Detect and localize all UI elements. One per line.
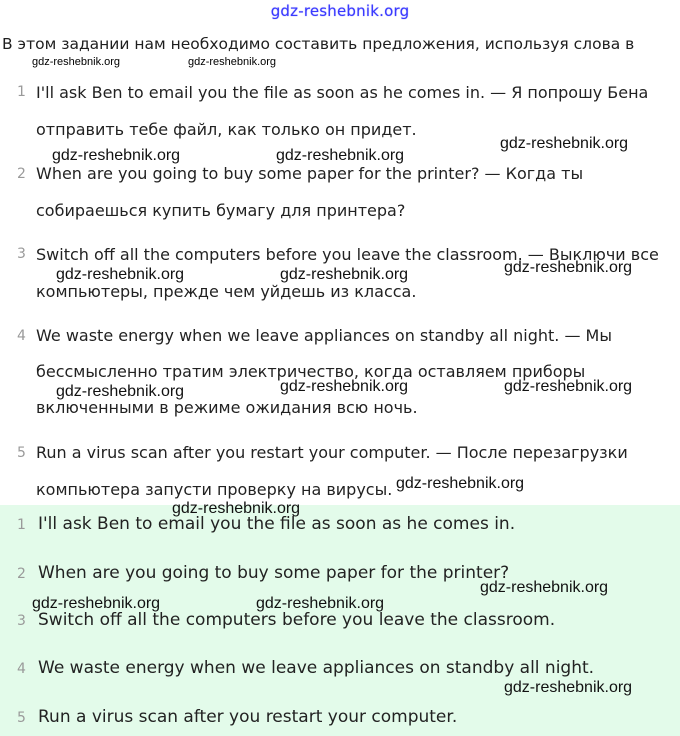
answer-text: Switch off all the computers before you leave the classroom. — [38, 610, 556, 630]
item-number: 4 — [17, 328, 26, 344]
answer-text: When are you going to buy some paper for the printer? — [38, 563, 510, 583]
answer-text: I'll ask Ben to email you the file as soon as he comes in. — [38, 514, 516, 534]
watermark: gdz-reshebnik.org — [56, 383, 185, 400]
watermark: gdz-reshebnik.org — [280, 266, 409, 283]
answer-number: 2 — [17, 566, 26, 582]
item-line: бессмысленно тратим электричество, когда оставляем приборы — [36, 362, 586, 381]
watermark: gdz-reshebnik.org — [172, 500, 301, 517]
watermark: gdz-reshebnik.org — [32, 595, 161, 612]
answer-number: 1 — [17, 517, 26, 533]
item-number: 1 — [17, 84, 26, 100]
answer-text: Run a virus scan after you restart your computer. — [38, 707, 458, 727]
watermark: gdz-reshebnik.org — [52, 147, 181, 164]
watermark: gdz-reshebnik.org — [32, 56, 121, 68]
watermark: gdz-reshebnik.org — [504, 259, 633, 276]
item-line: включенными в режиме ожидания всю ночь. — [36, 398, 418, 417]
watermark: gdz-reshebnik.org — [504, 679, 633, 696]
watermark: gdz-reshebnik.org — [396, 475, 525, 492]
watermark: gdz-reshebnik.org — [480, 579, 609, 596]
item-line: We waste energy when we leave appliances on standby all night. — Мы — [36, 326, 612, 345]
item-line: собираешься купить бумагу для принтера? — [36, 201, 406, 220]
site-header-watermark: gdz-reshebnik.org — [270, 2, 410, 20]
watermark: gdz-reshebnik.org — [276, 147, 405, 164]
item-line: Switch off all the computers before you leave the classroom. — Выключи все — [36, 245, 659, 264]
intro-text: В этом задании нам необходимо составить предложения, используя слова в — [2, 35, 635, 53]
watermark: gdz-reshebnik.org — [56, 266, 185, 283]
item-number: 2 — [17, 166, 26, 182]
item-line: When are you going to buy some paper for the printer? — Когда ты — [36, 164, 584, 183]
item-line: компьютера запусти проверку на вирусы. — [36, 480, 393, 499]
answer-number: 3 — [17, 613, 26, 629]
item-line: I'll ask Ben to email you the file as soon as he comes in. — Я попрошу Бена — [36, 83, 649, 102]
watermark: gdz-reshebnik.org — [500, 135, 629, 152]
item-line: Run a virus scan after you restart your computer. — После перезагрузки — [36, 443, 628, 462]
answer-number: 5 — [17, 710, 26, 726]
watermark: gdz-reshebnik.org — [256, 595, 385, 612]
watermark: gdz-reshebnik.org — [188, 56, 277, 68]
answer-text: We waste energy when we leave appliances on standby all night. — [38, 658, 595, 678]
item-line: компьютеры, прежде чем уйдешь из класса. — [36, 282, 417, 301]
item-line: отправить тебе файл, как только он придет. — [36, 120, 417, 139]
watermark: gdz-reshebnik.org — [280, 378, 409, 395]
answer-number: 4 — [17, 661, 26, 677]
item-number: 5 — [17, 445, 26, 461]
item-number: 3 — [17, 246, 26, 262]
watermark: gdz-reshebnik.org — [504, 378, 633, 395]
